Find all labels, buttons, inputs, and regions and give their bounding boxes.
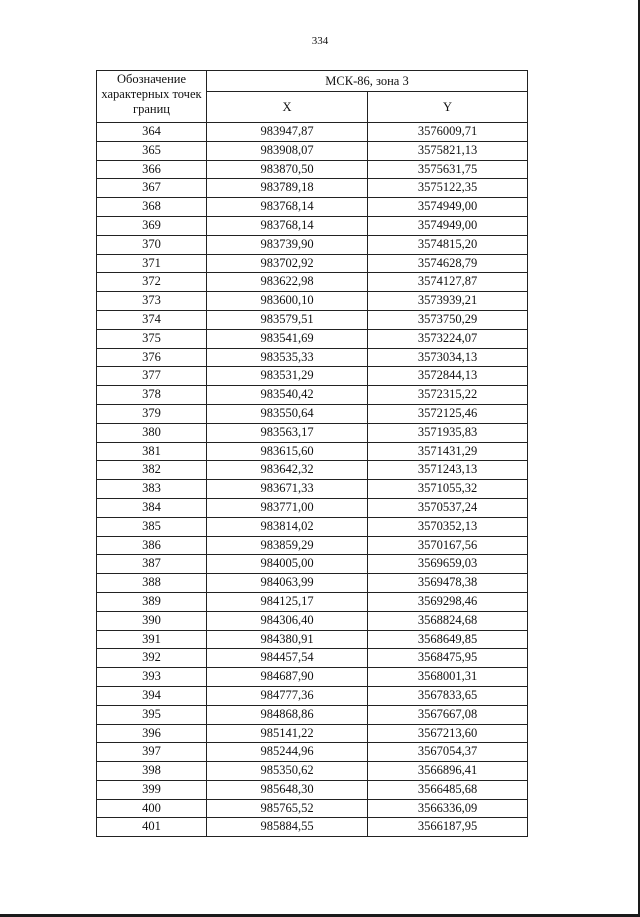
x-coordinate-cell: 984457,54 bbox=[207, 649, 368, 668]
y-coordinate-cell: 3569659,03 bbox=[368, 555, 528, 574]
table-row bbox=[97, 235, 528, 254]
point-cell: 393 bbox=[97, 668, 207, 687]
point-cell: 392 bbox=[97, 649, 207, 668]
x-coordinate-cell: 983671,33 bbox=[207, 480, 368, 499]
x-coordinate-cell: 983947,87 bbox=[207, 123, 368, 142]
point-cell: 372 bbox=[97, 273, 207, 292]
y-coordinate-cell: 3566485,68 bbox=[368, 780, 528, 799]
x-coordinate-cell: 983622,98 bbox=[207, 273, 368, 292]
x-coordinate-cell: 983642,32 bbox=[207, 461, 368, 480]
coordinate-system-header: МСК-86, зона 3 bbox=[207, 71, 528, 92]
x-coordinate-cell: 985141,22 bbox=[207, 724, 368, 743]
table-row bbox=[97, 310, 528, 329]
y-coordinate-cell: 3572315,22 bbox=[368, 386, 528, 405]
point-cell: 388 bbox=[97, 574, 207, 593]
point-cell: 394 bbox=[97, 686, 207, 705]
coordinates-table bbox=[96, 70, 528, 837]
x-coordinate-cell: 983859,29 bbox=[207, 536, 368, 555]
point-cell: 367 bbox=[97, 179, 207, 198]
y-coordinate-cell: 3566896,41 bbox=[368, 762, 528, 781]
x-coordinate-cell: 983541,69 bbox=[207, 329, 368, 348]
table-row bbox=[97, 818, 528, 837]
y-coordinate-cell: 3574628,79 bbox=[368, 254, 528, 273]
table-row bbox=[97, 536, 528, 555]
x-coordinate-cell: 983908,07 bbox=[207, 141, 368, 160]
x-coordinate-cell: 984777,36 bbox=[207, 686, 368, 705]
table-row bbox=[97, 123, 528, 142]
y-coordinate-cell: 3575122,35 bbox=[368, 179, 528, 198]
y-coordinate-cell: 3574127,87 bbox=[368, 273, 528, 292]
x-coordinate-cell: 985884,55 bbox=[207, 818, 368, 837]
y-coordinate-cell: 3568824,68 bbox=[368, 611, 528, 630]
x-coordinate-cell: 984063,99 bbox=[207, 574, 368, 593]
y-coordinate-cell: 3573034,13 bbox=[368, 348, 528, 367]
table-row bbox=[97, 160, 528, 179]
point-cell: 379 bbox=[97, 404, 207, 423]
table-row bbox=[97, 480, 528, 499]
point-cell: 383 bbox=[97, 480, 207, 499]
x-coordinate-cell: 984005,00 bbox=[207, 555, 368, 574]
point-cell: 369 bbox=[97, 216, 207, 235]
point-cell: 387 bbox=[97, 555, 207, 574]
point-cell: 365 bbox=[97, 141, 207, 160]
x-coordinate-cell: 983535,33 bbox=[207, 348, 368, 367]
y-coordinate-cell: 3573939,21 bbox=[368, 292, 528, 311]
point-cell: 397 bbox=[97, 743, 207, 762]
point-cell: 385 bbox=[97, 517, 207, 536]
point-cell: 398 bbox=[97, 762, 207, 781]
y-coordinate-cell: 3571431,29 bbox=[368, 442, 528, 461]
y-coordinate-cell: 3573750,29 bbox=[368, 310, 528, 329]
x-coordinate-cell: 983768,14 bbox=[207, 198, 368, 217]
table-row bbox=[97, 686, 528, 705]
y-coordinate-cell: 3570167,56 bbox=[368, 536, 528, 555]
x-coordinate-cell: 983814,02 bbox=[207, 517, 368, 536]
table-row bbox=[97, 724, 528, 743]
point-cell: 382 bbox=[97, 461, 207, 480]
table-row bbox=[97, 292, 528, 311]
page-number: 334 bbox=[311, 35, 329, 47]
x-coordinate-cell: 985350,62 bbox=[207, 762, 368, 781]
table-row bbox=[97, 743, 528, 762]
point-cell: 368 bbox=[97, 198, 207, 217]
table-row bbox=[97, 705, 528, 724]
point-cell: 386 bbox=[97, 536, 207, 555]
y-coordinate-cell: 3567667,08 bbox=[368, 705, 528, 724]
y-coordinate-cell: 3574949,00 bbox=[368, 216, 528, 235]
x-coordinate-cell: 983550,64 bbox=[207, 404, 368, 423]
x-coordinate-cell: 983579,51 bbox=[207, 310, 368, 329]
y-coordinate-cell: 3571055,32 bbox=[368, 480, 528, 499]
x-coordinate-cell: 983702,92 bbox=[207, 254, 368, 273]
table-row bbox=[97, 367, 528, 386]
point-cell: 399 bbox=[97, 780, 207, 799]
y-coordinate-cell: 3568475,95 bbox=[368, 649, 528, 668]
x-coordinate-cell: 983739,90 bbox=[207, 235, 368, 254]
point-cell: 401 bbox=[97, 818, 207, 837]
table-row bbox=[97, 649, 528, 668]
table-row bbox=[97, 762, 528, 781]
table-row bbox=[97, 254, 528, 273]
y-coordinate-cell: 3567213,60 bbox=[368, 724, 528, 743]
table-row bbox=[97, 442, 528, 461]
y-coordinate-cell: 3575631,75 bbox=[368, 160, 528, 179]
x-coordinate-cell: 983540,42 bbox=[207, 386, 368, 405]
table-row bbox=[97, 404, 528, 423]
point-cell: 380 bbox=[97, 423, 207, 442]
point-designation-header: Обозначение характерных точек границ bbox=[97, 71, 207, 123]
table-row bbox=[97, 630, 528, 649]
point-cell: 364 bbox=[97, 123, 207, 142]
point-cell: 389 bbox=[97, 592, 207, 611]
table-row bbox=[97, 668, 528, 687]
table-row bbox=[97, 517, 528, 536]
x-coordinate-cell: 983615,60 bbox=[207, 442, 368, 461]
table-row bbox=[97, 611, 528, 630]
y-coordinate-cell: 3567833,65 bbox=[368, 686, 528, 705]
y-coordinate-cell: 3575821,13 bbox=[368, 141, 528, 160]
x-coordinate-cell: 984380,91 bbox=[207, 630, 368, 649]
point-cell: 371 bbox=[97, 254, 207, 273]
x-coordinate-cell: 983600,10 bbox=[207, 292, 368, 311]
table-row bbox=[97, 141, 528, 160]
point-cell: 390 bbox=[97, 611, 207, 630]
point-cell: 377 bbox=[97, 367, 207, 386]
point-cell: 381 bbox=[97, 442, 207, 461]
table-row bbox=[97, 555, 528, 574]
y-column-header: Y bbox=[368, 92, 528, 123]
table-row bbox=[97, 198, 528, 217]
y-coordinate-cell: 3570537,24 bbox=[368, 498, 528, 517]
point-cell: 396 bbox=[97, 724, 207, 743]
table-body bbox=[97, 123, 528, 837]
point-cell: 375 bbox=[97, 329, 207, 348]
table-row bbox=[97, 329, 528, 348]
x-coordinate-cell: 983531,29 bbox=[207, 367, 368, 386]
point-cell: 395 bbox=[97, 705, 207, 724]
y-coordinate-cell: 3571935,83 bbox=[368, 423, 528, 442]
point-cell: 376 bbox=[97, 348, 207, 367]
x-coordinate-cell: 985244,96 bbox=[207, 743, 368, 762]
x-coordinate-cell: 983563,17 bbox=[207, 423, 368, 442]
table-row bbox=[97, 461, 528, 480]
y-coordinate-cell: 3576009,71 bbox=[368, 123, 528, 142]
x-coordinate-cell: 983768,14 bbox=[207, 216, 368, 235]
y-coordinate-cell: 3566187,95 bbox=[368, 818, 528, 837]
table-row bbox=[97, 179, 528, 198]
table-row bbox=[97, 799, 528, 818]
x-coordinate-cell: 985765,52 bbox=[207, 799, 368, 818]
x-coordinate-cell: 984306,40 bbox=[207, 611, 368, 630]
point-cell: 374 bbox=[97, 310, 207, 329]
y-coordinate-cell: 3572844,13 bbox=[368, 367, 528, 386]
table-row bbox=[97, 273, 528, 292]
y-coordinate-cell: 3569478,38 bbox=[368, 574, 528, 593]
x-coordinate-cell: 984868,86 bbox=[207, 705, 368, 724]
y-coordinate-cell: 3574949,00 bbox=[368, 198, 528, 217]
point-cell: 400 bbox=[97, 799, 207, 818]
table-row bbox=[97, 216, 528, 235]
table-row bbox=[97, 348, 528, 367]
y-coordinate-cell: 3574815,20 bbox=[368, 235, 528, 254]
table-row bbox=[97, 386, 528, 405]
y-coordinate-cell: 3567054,37 bbox=[368, 743, 528, 762]
y-coordinate-cell: 3568649,85 bbox=[368, 630, 528, 649]
y-coordinate-cell: 3571243,13 bbox=[368, 461, 528, 480]
x-coordinate-cell: 985648,30 bbox=[207, 780, 368, 799]
table-row bbox=[97, 574, 528, 593]
point-cell: 384 bbox=[97, 498, 207, 517]
x-coordinate-cell: 984687,90 bbox=[207, 668, 368, 687]
x-column-header: X bbox=[207, 92, 368, 123]
x-coordinate-cell: 984125,17 bbox=[207, 592, 368, 611]
table-row bbox=[97, 423, 528, 442]
x-coordinate-cell: 983771,00 bbox=[207, 498, 368, 517]
table-header bbox=[97, 71, 528, 123]
point-cell: 391 bbox=[97, 630, 207, 649]
x-coordinate-cell: 983870,50 bbox=[207, 160, 368, 179]
y-coordinate-cell: 3566336,09 bbox=[368, 799, 528, 818]
point-cell: 366 bbox=[97, 160, 207, 179]
x-coordinate-cell: 983789,18 bbox=[207, 179, 368, 198]
point-cell: 370 bbox=[97, 235, 207, 254]
table-row bbox=[97, 780, 528, 799]
y-coordinate-cell: 3570352,13 bbox=[368, 517, 528, 536]
table-row bbox=[97, 592, 528, 611]
table-row bbox=[97, 498, 528, 517]
y-coordinate-cell: 3568001,31 bbox=[368, 668, 528, 687]
y-coordinate-cell: 3573224,07 bbox=[368, 329, 528, 348]
y-coordinate-cell: 3569298,46 bbox=[368, 592, 528, 611]
y-coordinate-cell: 3572125,46 bbox=[368, 404, 528, 423]
point-cell: 378 bbox=[97, 386, 207, 405]
point-cell: 373 bbox=[97, 292, 207, 311]
